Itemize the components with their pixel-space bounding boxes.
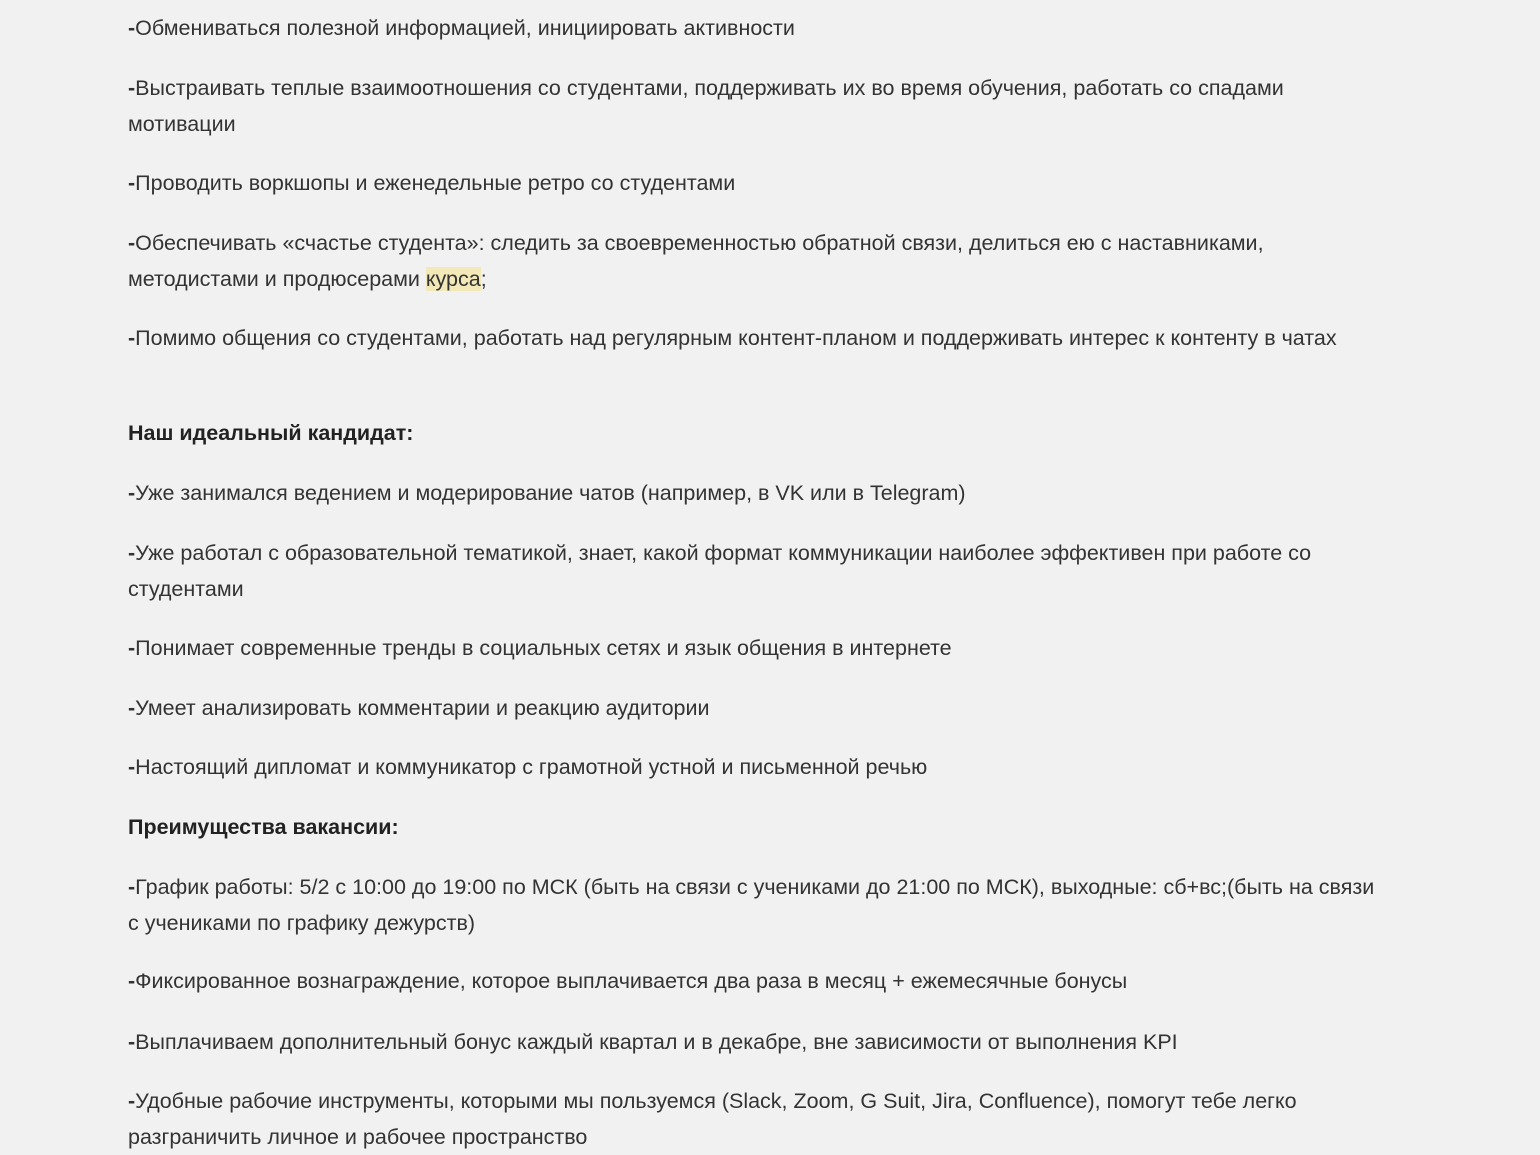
duty-item-happiness <box>128 225 1378 297</box>
dash-marker: - <box>128 875 136 899</box>
dash-marker: - <box>128 76 136 100</box>
benefit-item <box>128 869 1378 941</box>
candidate-item <box>128 749 1378 785</box>
duty-text: Проводить воркшопы и еженедельные ретро со студентами <box>135 171 736 195</box>
benefit-text: Удобные рабочие инструменты, которыми мы пользуемся (Slack, Zoom, G Suit, Jira, Confluence), помогут тебе легко разграничить личное и рабочее пространство <box>128 1089 1297 1149</box>
dash-marker: - <box>128 696 136 720</box>
dash-marker: - <box>128 16 136 40</box>
duty-text: Обеспечивать «счастье студента»: следить за своевременностью обратной связи, делиться ею с наставниками, методистами и продюсерами <box>128 231 1264 291</box>
dash-marker: - <box>128 326 136 350</box>
candidate-item <box>128 690 1378 726</box>
candidate-text: Уже занимался ведением и модерирование чатов (например, в VK или в Telegram) <box>135 481 966 505</box>
benefit-item <box>128 963 1378 999</box>
duty-item <box>128 320 1378 356</box>
candidate-item <box>128 475 1378 511</box>
benefit-text: Выплачиваем дополнительный бонус каждый квартал и в декабре, вне зависимости от выполнения KPI <box>135 1030 1178 1054</box>
dash-marker: - <box>128 481 136 505</box>
benefits-heading: Преимущества вакансии: <box>128 815 399 839</box>
duty-text: Помимо общения со студентами, работать над регулярным контент-планом и поддерживать интерес к контенту в чатах <box>135 326 1337 350</box>
candidate-text: Настоящий дипломат и коммуникатор с грамотной устной и письменной речью <box>135 755 928 779</box>
highlighted-word: курса <box>425 267 481 291</box>
duty-text: Обмениваться полезной информацией, инициировать активности <box>135 16 795 40</box>
dash-marker: - <box>128 636 136 660</box>
candidate-text: Понимает современные тренды в социальных сетях и язык общения в интернете <box>135 636 952 660</box>
dash-marker: - <box>128 541 136 565</box>
candidate-item <box>128 630 1378 666</box>
benefit-item <box>128 1083 1378 1155</box>
candidate-item <box>128 535 1378 607</box>
duty-text-end: ; <box>480 267 487 291</box>
candidate-text: Умеет анализировать комментарии и реакцию аудитории <box>135 696 710 720</box>
duty-item <box>128 165 1378 201</box>
candidate-text: Уже работал с образовательной тематикой, знает, какой формат коммуникации наиболее эффективен при работе со студентами <box>128 541 1312 601</box>
candidate-heading: Наш идеальный кандидат: <box>128 421 414 445</box>
benefit-text: График работы: 5/2 с 10:00 до 19:00 по МСК (быть на связи с учениками до 21:00 по МСК), выходные: сб+вс;(быть на связи с учениками по графику дежурств) <box>128 875 1375 935</box>
duty-item <box>128 10 1378 46</box>
dash-marker: - <box>128 231 136 255</box>
benefit-text: Фиксированное вознаграждение, которое выплачивается два раза в месяц + ежемесячные бонусы <box>135 969 1128 993</box>
dash-marker: - <box>128 171 136 195</box>
dash-marker: - <box>128 1030 136 1054</box>
dash-marker: - <box>128 755 136 779</box>
duty-text: Выстраивать теплые взаимоотношения со студентами, поддерживать их во время обучения, работать со спадами мотивации <box>128 76 1284 136</box>
duty-item <box>128 70 1378 142</box>
dash-marker: - <box>128 1089 136 1113</box>
benefit-item <box>128 1024 1378 1060</box>
dash-marker: - <box>128 969 136 993</box>
